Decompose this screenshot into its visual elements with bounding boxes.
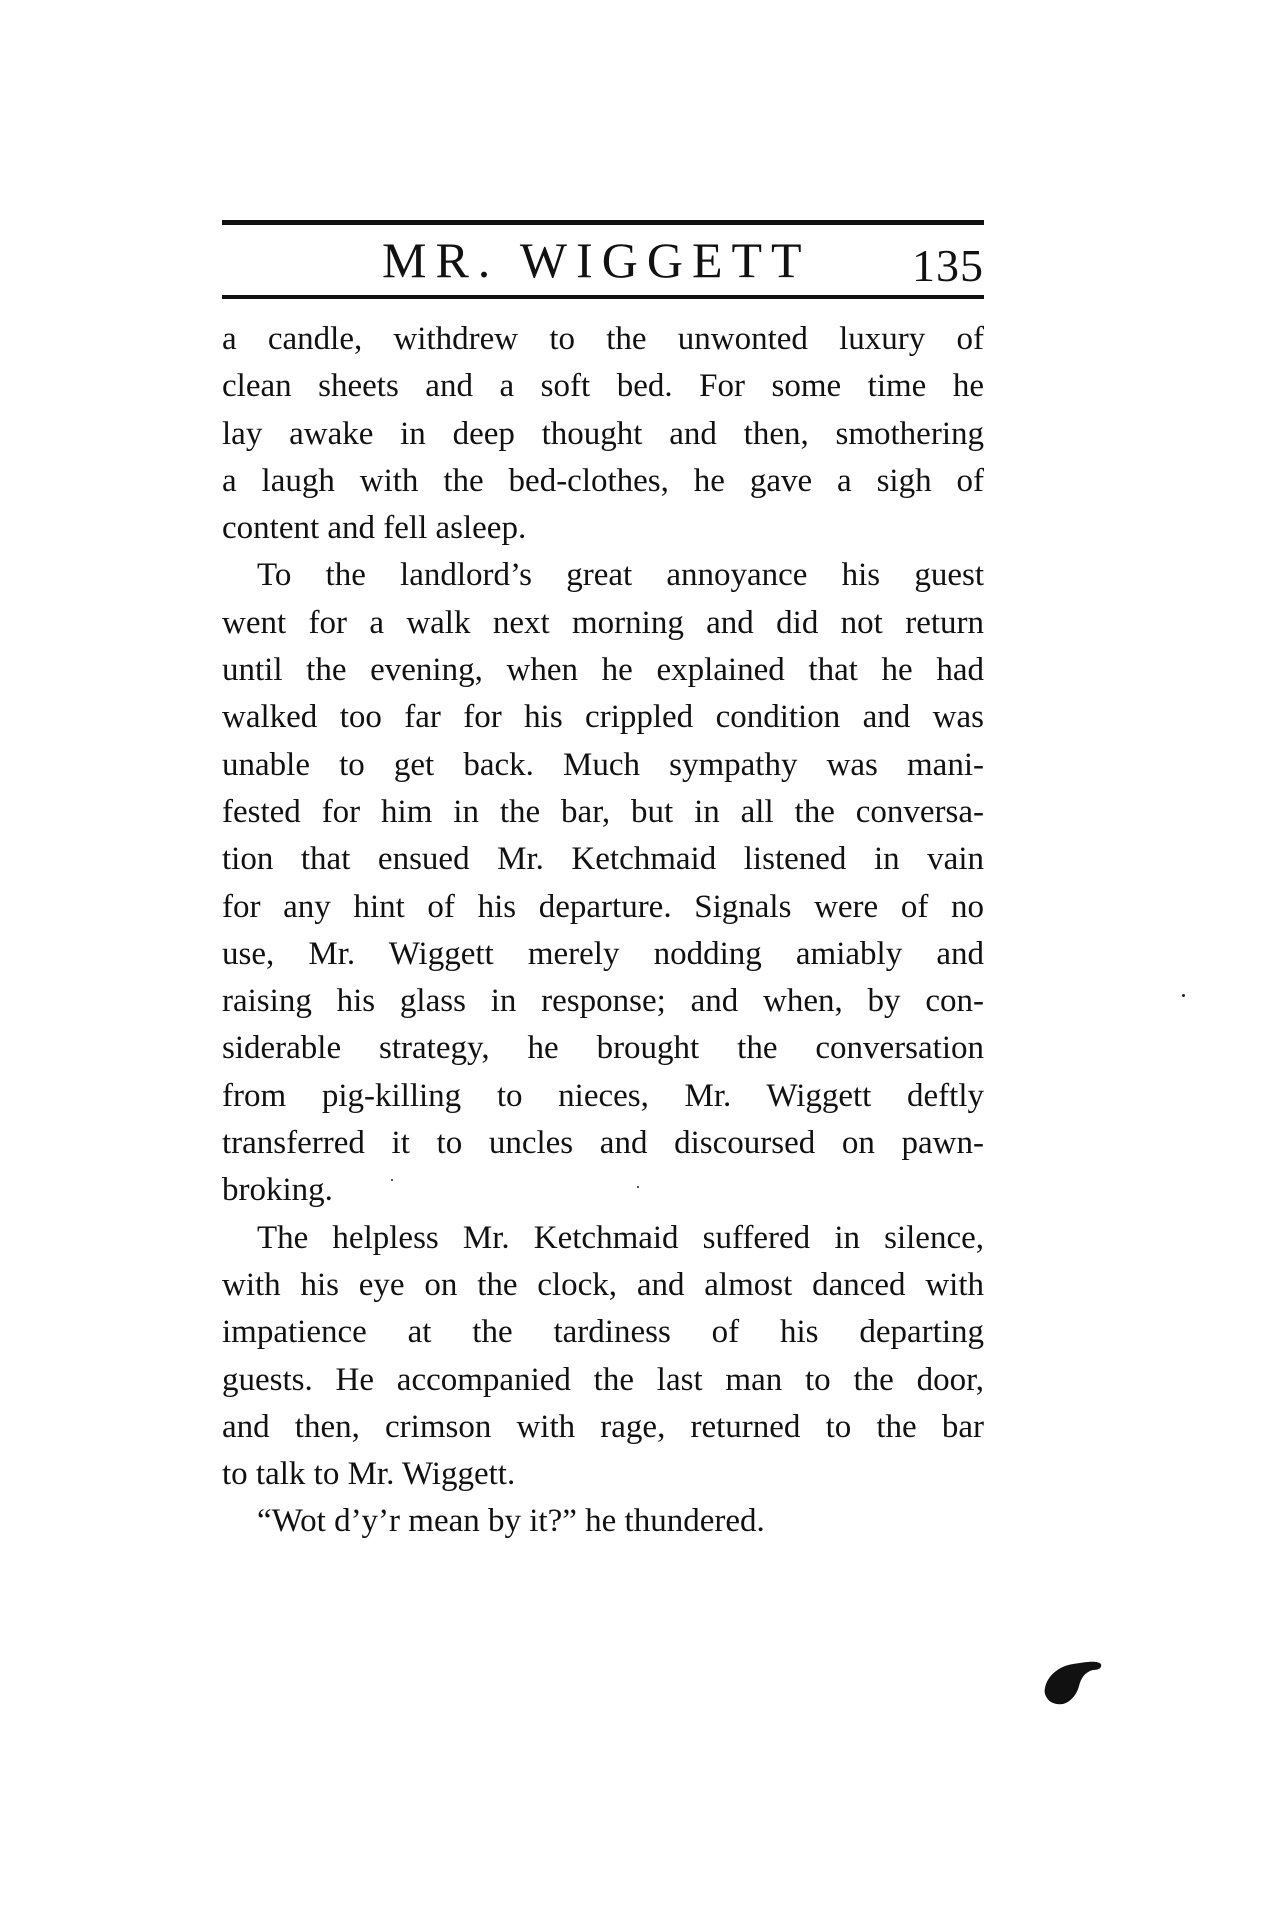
body-text	[222, 316, 984, 1546]
text-line: and then, crimson with rage, returned to the bar	[222, 1408, 984, 1445]
text-line: with his eye on the clock, and almost danced with	[222, 1266, 984, 1303]
text-line: guests. He accompanied the last man to the door,	[222, 1361, 984, 1398]
text-line: lay awake in deep thought and then, smothering	[222, 415, 984, 452]
text-line: clean sheets and a soft bed. For some time he	[222, 368, 984, 405]
text-line: “Wot d’y’r mean by it?” he thundered.	[257, 1503, 765, 1540]
text-line: transferred it to uncles and discoursed on pawn-	[222, 1125, 984, 1162]
text-line: content and fell asleep.	[222, 510, 527, 547]
print-speck	[391, 1179, 393, 1181]
text-line: tion that ensued Mr. Ketchmaid listened in vain	[222, 841, 984, 878]
text-line: raising his glass in response; and when, by con-	[222, 983, 984, 1020]
text-line: walked too far for his crippled condition and was	[222, 699, 984, 736]
running-head	[222, 228, 984, 292]
text-line: To the landlord’s great annoyance his guest	[257, 557, 984, 594]
text-line: to talk to Mr. Wiggett.	[222, 1456, 516, 1493]
text-line: until the evening, when he explained that he had	[222, 652, 984, 689]
ink-blot-mark	[1041, 1658, 1103, 1706]
print-speck	[637, 1186, 639, 1188]
text-line: fested for him in the bar, but in all the conversa-	[222, 793, 984, 830]
text-line: The helpless Mr. Ketchmaid suffered in silence,	[257, 1219, 984, 1256]
text-line: went for a walk next morning and did not return	[222, 604, 984, 641]
paragraph	[222, 316, 984, 552]
text-line: for any hint of his departure. Signals were of no	[222, 888, 984, 925]
text-line: a laugh with the bed-clothes, he gave a sigh of	[222, 462, 984, 499]
text-line: use, Mr. Wiggett merely nodding amiably and	[222, 935, 984, 972]
text-line: broking.	[222, 1172, 333, 1209]
text-line: a candle, withdrew to the unwonted luxury of	[222, 321, 984, 357]
header-rule-bottom	[222, 295, 984, 299]
running-title: MR. WIGGETT	[382, 232, 811, 288]
header-rule-top	[222, 220, 984, 225]
paragraph	[222, 552, 984, 1214]
text-line: from pig-killing to nieces, Mr. Wiggett deftly	[222, 1077, 984, 1114]
text-line: unable to get back. Much sympathy was mani-	[222, 746, 984, 783]
text-line: siderable strategy, he brought the conversation	[222, 1030, 984, 1067]
paragraph	[222, 1498, 984, 1545]
print-speck	[1182, 994, 1185, 997]
page-number: 135	[912, 240, 984, 291]
paragraph	[222, 1215, 984, 1499]
text-line: impatience at the tardiness of his departing	[222, 1314, 984, 1351]
